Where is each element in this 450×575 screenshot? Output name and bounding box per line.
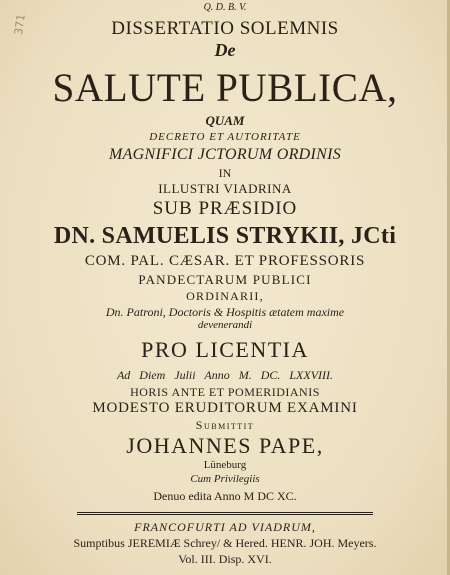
imprint-publisher: Sumptibus JEREMIÆ Schrey/ & Hered. HENR. JOH. Meyers. xyxy=(73,536,377,550)
examination-line: MODESTO ERUDITORUM EXAMINI xyxy=(92,400,358,416)
date-line: Ad Diem Julii Anno M. DC. LXXVIII. xyxy=(116,368,334,382)
imprint-rule xyxy=(77,514,373,515)
praeses-title-3: ORDINARII, xyxy=(186,289,264,303)
praeses-title-1: COM. PAL. CÆSAR. ET PROFESSORIS xyxy=(84,253,366,269)
pro-licentia: PRO LICENTIA xyxy=(141,337,309,362)
in-line: IN xyxy=(218,166,232,180)
presidium-line: SUB PRÆSIDIO xyxy=(152,198,298,219)
praeses-title-2: PANDECTARUM PUBLICI xyxy=(138,272,312,287)
submittit-line: Submittit xyxy=(195,418,255,432)
handwritten-margin-note: 371 xyxy=(12,13,28,36)
main-title: SALUTE PUBLICA, xyxy=(52,65,398,110)
respondent-origin: Lüneburg xyxy=(203,459,247,471)
imprint-place: FRANCOFURTI AD VIADRUM, xyxy=(134,520,316,534)
reedition-line: Denuo edita Anno M DC XC. xyxy=(153,489,297,503)
dedication-line: Dn. Patroni, Doctoris & Hospitis ætatem maxime xyxy=(105,305,345,319)
quam-line: QUAM xyxy=(205,113,245,128)
privilege-line: Cum Privilegiis xyxy=(190,473,260,485)
volume-line: Vol. III. Disp. XVI. xyxy=(178,552,272,566)
hours-line: HORIS ANTE ET POMERIDIANIS xyxy=(130,385,320,399)
invocation-line: Q. D. B. V. xyxy=(203,2,247,13)
faculty-line: MAGNIFICI JCTORUM ORDINIS xyxy=(108,146,342,163)
praeses-name: DN. SAMUELIS STRYKII, JCti xyxy=(53,223,397,249)
decree-line: DECRETO ET AUTORITATE xyxy=(149,131,301,143)
university-line: ILLUSTRI VIADRINA xyxy=(158,181,292,196)
imprint-rule xyxy=(77,512,373,513)
dissertation-heading: DISSERTATIO SOLEMNIS xyxy=(111,18,339,39)
title-preposition: De xyxy=(214,40,236,60)
respondent-name: JOHANNES PAPE, xyxy=(126,433,324,458)
dedication-line-2: devenerandi xyxy=(197,319,253,331)
